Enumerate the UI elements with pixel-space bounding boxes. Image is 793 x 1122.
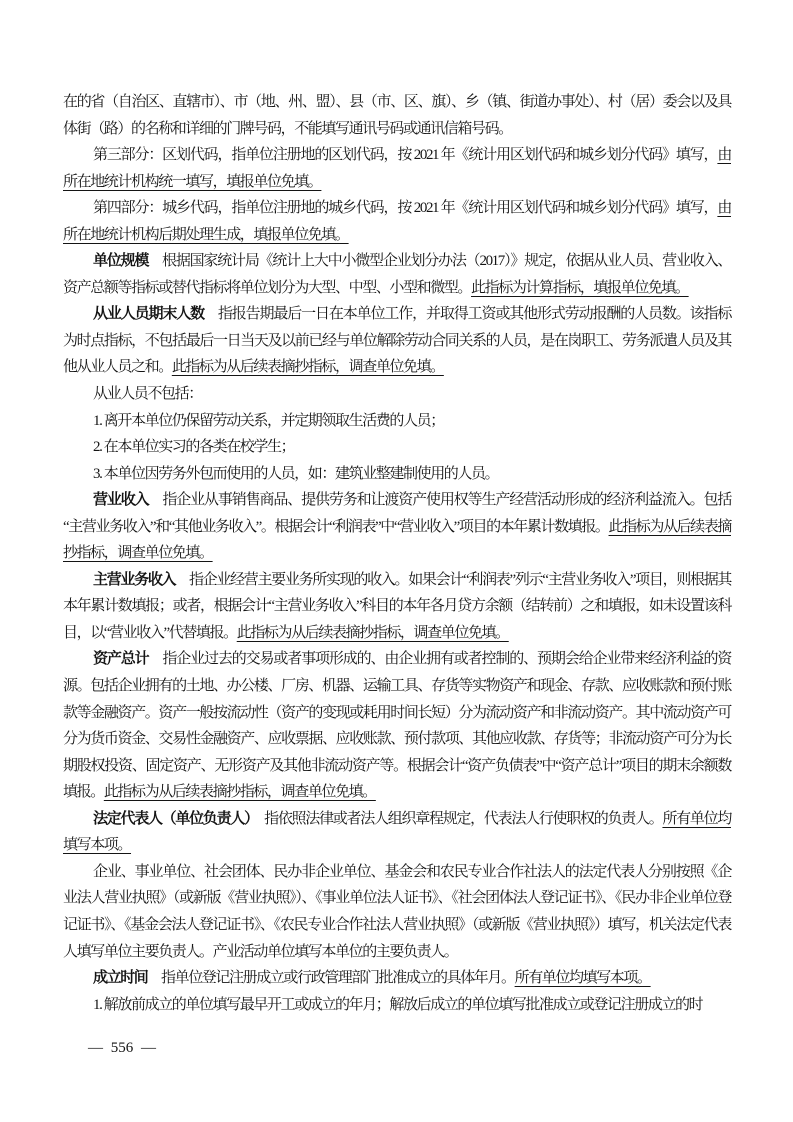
text-segment: 根据国家统计局《统计上大中小微型企业划分办法（2017）》规定，依据从业人员、营业收入、资产总额等指标或替代指标将单位划分为大型、中型、小型和微型。 bbox=[63, 253, 731, 296]
text-segment: 第三部分：区划代码，指单位注册地的区划代码，按 2021 年《统计用区划代码和城乡划分代码》填写， bbox=[93, 147, 718, 164]
para-part-four-urban-rural-code bbox=[63, 195, 731, 248]
list-item-1 bbox=[63, 408, 731, 435]
text-segment: 企业、事业单位、社会团体、民办非企业单位、基金会和农民专业合作社法人的法定代表人分别按照《企业法人营业执照》（或新版《营业执照》）、《事业单位法人证书》、《社会团体法人登记证书》、《民办非企业单位登记证书》、《基金会法人登记证书》、《农民专业合作社法人营业执照》（或新版《营业执照》）填写，机关法定代表人填写单位主要负责人。产业活动单位填写本单位的主要负责人。 bbox=[63, 863, 731, 960]
list-item-founding-1 bbox=[63, 992, 731, 1019]
underlined-note: 所有单位均填写本项。 bbox=[63, 810, 731, 854]
underlined-note: 由所在地统计机构后期处理生成，填报单位免填。 bbox=[63, 200, 731, 243]
term-label: 从业人员期末人数 bbox=[93, 305, 205, 323]
term-label: 成立时间 bbox=[93, 969, 148, 987]
para-address-continuation bbox=[63, 89, 731, 142]
text-segment: 1. 解放前成立的单位填写最早开工或成立的年月；解放后成立的单位填写批准成立或登记注册成立的时 bbox=[93, 996, 703, 1013]
document-body bbox=[63, 89, 731, 1018]
text-segment: 从业人员不包括： bbox=[93, 386, 202, 403]
underlined-note: 此指标为计算指标，填报单位免填。 bbox=[471, 279, 689, 296]
underlined-note: 此指标为从后续表摘抄指标，调查单位免填。 bbox=[171, 359, 444, 376]
para-employees-exclude-intro bbox=[63, 381, 731, 408]
list-item-2 bbox=[63, 434, 731, 461]
text-segment: 1. 离开本单位仍保留劳动关系，并定期领取生活费的人员； bbox=[93, 412, 444, 429]
para-legal-representative bbox=[63, 806, 731, 859]
underlined-note: 由所在地统计机构统一填写，填报单位免填。 bbox=[63, 147, 731, 190]
text-segment: 第四部分：城乡代码，指单位注册地的城乡代码，按 2021 年《统计用区划代码和城乡划分代码》填写， bbox=[93, 200, 718, 217]
underlined-note: 此指标为从后续表摘抄指标，调查单位免填。 bbox=[103, 784, 376, 801]
para-establishment-time bbox=[63, 965, 731, 992]
text-segment: 指企业过去的交易或者事项形成的、由企业拥有或者控制的、预期会给企业带来经济利益的资源。包括企业拥有的土地、办公楼、厂房、机器、运输工具、存货等实物资产和现金、存款、应收账款和预付账款等金融资产。资产一般按流动性（资产的变现或耗用时间长短）分为流动资产和非流动资产。其中流动资产可分为货币资金、交易性金融资产、应收票据、应收账款、预付款项、其他应收款、存货等；非流动资产可分为长期股权投资、固定资产、无形资产及其他非流动资产等。根据会计“资产负债表”中“资产总计”项目的期末余额数填报。 bbox=[63, 651, 731, 801]
underlined-note: 所有单位均填写本项。 bbox=[514, 970, 651, 987]
para-main-business-revenue bbox=[63, 567, 731, 647]
term-label: 主营业务收入 bbox=[93, 570, 176, 588]
underlined-note: 此指标为从后续表摘抄指标，调查单位免填。 bbox=[63, 518, 731, 562]
text-segment: 指企业经营主要业务所实现的收入。如果会计“利润表”列示“主营业务收入”项目，则根据其本年累计数填报；或者，根据会计“主营业务收入”科目的本年各月贷方余额（结转前）之和填报，如未设置该科目，以“营业收入”代替填报。 bbox=[63, 571, 732, 641]
term-label: 资产总计 bbox=[93, 650, 149, 668]
list-item-3 bbox=[63, 461, 731, 488]
text-segment: 指单位登记注册成立或行政管理部门批准成立的具体年月。 bbox=[147, 970, 515, 987]
para-employees-end-of-period bbox=[63, 301, 731, 381]
text-segment: 在的省（自治区、直辖市）、市（地、州、盟）、县（市、区、旗）、乡（镇、街道办事处）、村（居）委会以及具体街（路）的名称和详细的门牌号码，不能填写通讯号码或通讯信箱号码。 bbox=[63, 94, 731, 137]
text-segment: 3. 本单位因劳务外包而使用的人员，如：建筑业整建制使用的人员。 bbox=[93, 465, 499, 482]
para-part-three-division-code bbox=[63, 142, 731, 195]
underlined-note: 此指标为从后续表摘抄指标，调查单位免填。 bbox=[236, 624, 509, 641]
para-unit-scale bbox=[63, 248, 731, 301]
para-legal-representative-detail bbox=[63, 859, 731, 965]
text-segment: 指依照法律或者法人组织章程规定，代表法人行使职权的负责人。 bbox=[250, 810, 663, 827]
text-segment: 指企业从事销售商品、提供劳务和让渡资产使用权等生产经营活动形成的经济利益流入。包括“主营业务收入”和“其他业务收入”。根据会计“利润表”中“营业收入”项目的本年累计数填报。 bbox=[63, 492, 731, 535]
term-label: 营业收入 bbox=[93, 491, 149, 509]
text-segment: 指报告期最后一日在本单位工作，并取得工资或其他形式劳动报酬的人员数。该指标为时点指标，不包括最后一日当天及以前已经与单位解除劳动合同关系的人员，是在岗职工、劳务派遣人员及其他从业人员之和。 bbox=[63, 306, 731, 376]
page-footer bbox=[88, 1036, 156, 1060]
para-total-assets bbox=[63, 646, 731, 805]
page-number: — 556 — bbox=[88, 1040, 156, 1056]
text-segment: 2. 在本单位实习的各类在校学生； bbox=[93, 439, 295, 456]
term-label: 法定代表人（单位负责人） bbox=[93, 809, 251, 827]
para-operating-revenue bbox=[63, 487, 731, 567]
term-label: 单位规模 bbox=[93, 252, 149, 270]
